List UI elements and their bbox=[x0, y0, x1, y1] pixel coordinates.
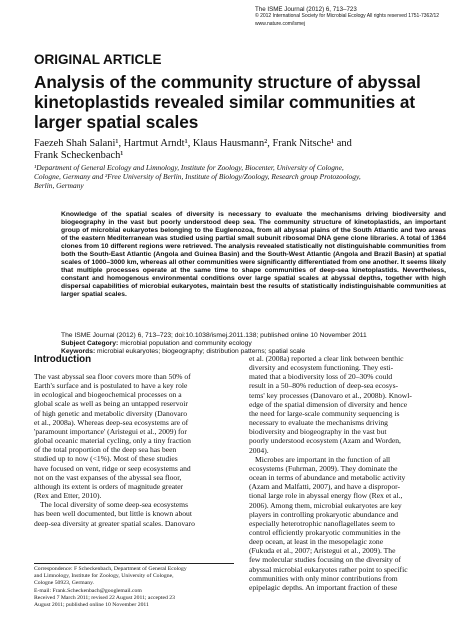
author-list bbox=[34, 138, 454, 162]
body-line: 2006). Among them, microbial eukaryotes are key bbox=[249, 500, 402, 510]
body-line: deep ocean, at least in the mesopelagic zone bbox=[249, 537, 384, 547]
copyright-line: © 2012 International Society for Microbial Ecology All rights reserved 1751-7362/12 bbox=[255, 13, 440, 20]
body-line: et al. (2008a) reported a clear link between benthic bbox=[249, 354, 404, 363]
body-line: tems' key processes (Danovaro et al., 2008b). Knowl- bbox=[249, 390, 412, 400]
body-line: ocean in terms of abundance and metabolic activity bbox=[249, 473, 406, 483]
body-line: Earth's surface and is postulated to have a key role bbox=[34, 381, 188, 391]
body-line: edge of the spatial dimension of diversity and hence bbox=[249, 399, 408, 409]
abstract-text: Knowledge of the spatial scales of diversity is necessary to evaluate the mechanisms driving biodiversity and biogeography in the vast but poorly understood deep sea. The community structure of kinetoplastids, an important group of microbial eukaryotes belonging to the Euglenozoa, from all abyssal plains of the South Atlantic and two areas of the eastern Mediterranean was studied using partial small subunit ribosomal DNA gene clone libraries. A total of 1364 clones from 10 different regions were retrieved. The analysis revealed statistically not distinguishable communities from both the South-East Atlantic (Angola and Guinea Basin) and the South-West Atlantic (Angola and Brazil Basin) at spatial scales of 1000–3000 km, whereas all other communities were significantly differentiated from one another. It seems likely that multiple processes operate at the same time to shape communities of deep-sea kinetoplastids. Nevertheless, constant and homogenous environmental conditions over large spatial scales at abyssal depths, together with high dispersal capabilities of microbial eukaryotes, maintain best the results of statistically indistinguishable communities at larger spatial scales. bbox=[61, 211, 446, 298]
keywords-label: Keywords: bbox=[61, 348, 96, 355]
body-line: biodiversity and biogeography in the vast but bbox=[249, 427, 387, 437]
body-line: of the total proportion of the deep sea has been bbox=[34, 445, 177, 455]
body-line: (Fukuda et al., 2007; Aristegui et al., 2009). The bbox=[249, 546, 396, 556]
title-line: larger spatial scales bbox=[34, 112, 199, 132]
title-line: Analysis of the community structure of abyssal bbox=[34, 72, 421, 92]
journal-url-link[interactable]: www.nature.com/ismej bbox=[255, 20, 306, 27]
footnote-line: Cologne 50923, Germany. bbox=[34, 580, 94, 587]
body-line: diversity and ecosystem functioning. They esti- bbox=[249, 363, 394, 373]
body-line: of high genetic and metabolic diversity (Danovaro bbox=[34, 408, 188, 418]
body-line: tional large role in abyssal energy flow (Rex et al., bbox=[249, 491, 403, 501]
section-label: ORIGINAL ARTICLE bbox=[34, 52, 162, 67]
journal-header bbox=[255, 6, 465, 28]
body-line: (Rex and Etter, 2010). bbox=[34, 491, 102, 501]
affiliation-line: ¹Department of General Ecology and Limnology, Institute for Zoology, Biocenter, University of Cologne, bbox=[34, 163, 344, 172]
body-line: the need for large-scale community sequencing is bbox=[249, 408, 400, 418]
body-line: et al., 2008a). Whereas deep-sea ecosystems are of bbox=[34, 417, 189, 427]
keywords-value: microbial eukaryotes; biogeography; distribution patterns; spatial scale bbox=[95, 348, 306, 355]
article-title bbox=[34, 72, 454, 132]
subject-category-line bbox=[61, 340, 446, 348]
body-column-left bbox=[34, 372, 239, 528]
body-line: epipelagic depths. An important fraction of these bbox=[249, 582, 398, 592]
body-line: 2004). bbox=[249, 445, 269, 455]
title-line: kinetoplastids revealed similar communities at bbox=[34, 92, 416, 112]
body-line: in ecological and biogeochemical processes on a bbox=[34, 390, 182, 400]
body-line: poorly understood ecosystem (Azam and Worden, bbox=[249, 436, 401, 446]
body-line: especially heterotrophic nanoflagellates seem to bbox=[249, 518, 395, 528]
body-line: global oceanic material cycling, only a tiny fraction bbox=[34, 436, 191, 446]
article-meta bbox=[61, 332, 446, 356]
body-line: result in a 50–80% reduction of deep-sea ecosys- bbox=[249, 381, 399, 391]
body-line: not on the vast expanses of the abyssal sea floor, bbox=[34, 472, 182, 482]
body-line: ecosystems (Fuhrman, 2009). They dominate the bbox=[249, 463, 398, 473]
subject-category-label: Subject Category: bbox=[61, 340, 119, 347]
body-line: mated that a biodiversity loss of 20–30% could bbox=[249, 372, 393, 382]
body-line: (Azam and Malfatti, 2007), and have a dispropor- bbox=[249, 482, 401, 492]
subject-category-value: microbial population and community ecology bbox=[118, 340, 252, 347]
footnote-line: Correspondence: F Scheckenbach, Department of General Ecology bbox=[34, 566, 187, 572]
authors-line: Frank Scheckenbach¹ bbox=[34, 150, 124, 161]
body-line: control efficiently prokaryotic communities in the bbox=[249, 527, 401, 537]
email-link[interactable]: E-mail: Frank.Scheckenbach@googlemail.com bbox=[34, 587, 142, 594]
body-line: studied up to now (<1%). Most of these studies bbox=[34, 454, 178, 464]
footnote-line: August 2011; published online 10 November 2011 bbox=[34, 602, 149, 609]
footnote-divider bbox=[34, 563, 234, 564]
introduction-heading: Introduction bbox=[34, 354, 92, 365]
footnote-line: Received 7 March 2011; revised 22 August 2011; accepted 23 bbox=[34, 594, 175, 601]
body-line: necessary to evaluate the mechanisms driving bbox=[249, 418, 388, 428]
affiliations bbox=[34, 163, 454, 191]
body-line: few molecular studies focusing on the diversity of bbox=[249, 555, 402, 565]
body-line: deep-sea diversity at greater spatial scales. Danovaro bbox=[34, 518, 195, 528]
authors-line: Faezeh Shah Salani¹, Hartmut Arndt¹, Klaus Hausmann², Frank Nitsche¹ and bbox=[34, 138, 352, 149]
body-line: has been well documented, but little is known about bbox=[34, 509, 192, 519]
body-line: The local diversity of some deep-sea ecosystems bbox=[40, 500, 189, 510]
affiliation-line: Cologne, Germany and ²Free University of Berlin, Institute of Biology/Zoology, Research group Protozoology, bbox=[34, 172, 361, 182]
body-line: players in controlling prokaryotic abundance and bbox=[249, 509, 399, 519]
body-line: have focused on vent, ridge or seep ecosystems and bbox=[34, 463, 191, 473]
body-column-right bbox=[249, 354, 459, 592]
body-line: Microbes are important in the function of all bbox=[255, 454, 391, 464]
body-line: although its extent is orders of magnitude greater bbox=[34, 481, 184, 491]
citation-line: The ISME Journal (2012) 6, 713–723; doi:10.1038/ismej.2011.138; published online 10 November 2011 bbox=[61, 332, 367, 339]
affiliation-line: Berlin, Germany bbox=[34, 181, 84, 191]
journal-citation-line: The ISME Journal (2012) 6, 713–723 bbox=[255, 6, 357, 13]
correspondence-footnote bbox=[34, 566, 239, 609]
body-line: 'paramount importance' (Aristegui et al., 2009) for bbox=[34, 426, 187, 436]
footnote-line: and Limnology, Institute for Zoology, University of Cologne, bbox=[34, 573, 174, 580]
body-line: communities with only minor contributions from bbox=[249, 573, 398, 583]
body-line: global scale as well as being an untapped reservoir bbox=[34, 399, 188, 409]
body-line: The vast abyssal sea floor covers more than 50% of bbox=[34, 372, 191, 381]
body-line: abyssal microbial eukaryotes rather point to specific bbox=[249, 564, 408, 574]
